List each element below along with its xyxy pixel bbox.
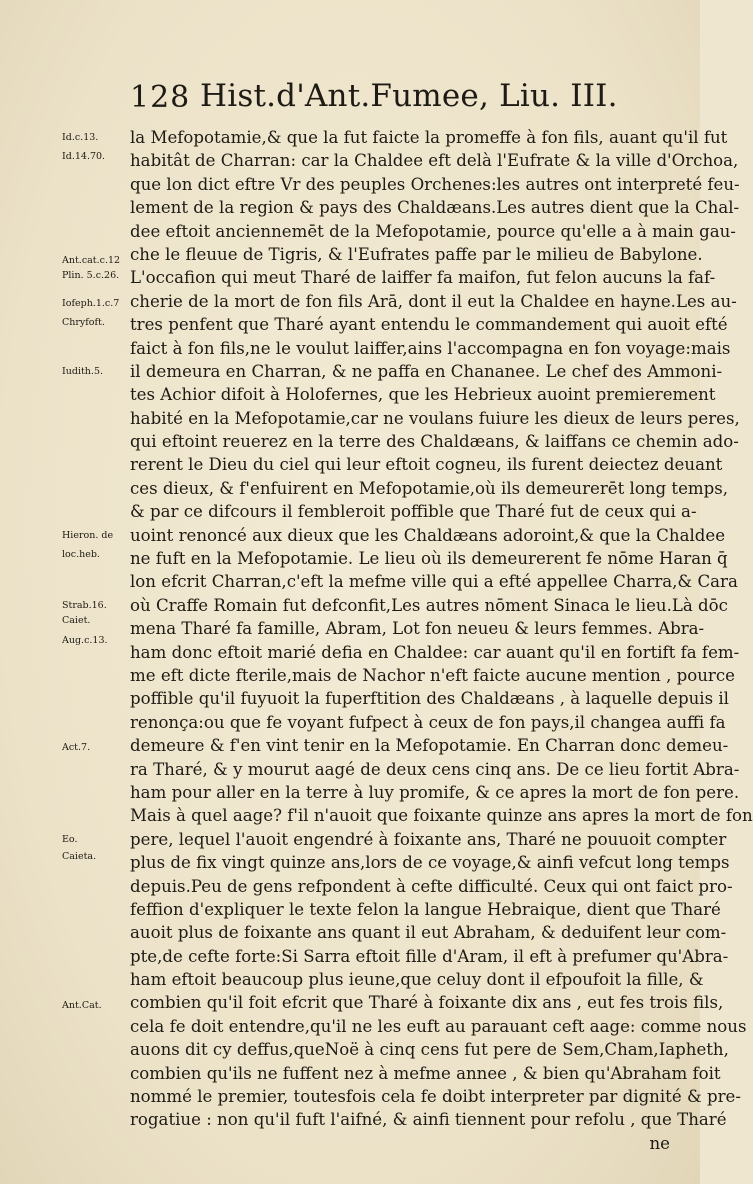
margin-note: Plin. 5.c.26. bbox=[62, 270, 120, 282]
margin-note: Caieta. bbox=[62, 851, 97, 863]
text-line: ham donc eftoit marié defia en Chaldee: car auant qu'il en fortift fa fem- bbox=[130, 642, 740, 662]
text-line: ces dieux, & f'enfuirent en Mefopotamie,où ils demeurerēt long temps, bbox=[130, 478, 729, 498]
text-line: lement de la region & pays des Chaldæans.Les autres dient que la Chal- bbox=[130, 198, 740, 218]
text-line: lon efcrit Charran,c'eft la mefme ville qui a efté appellee Charra,& Cara bbox=[130, 572, 738, 592]
catchword: ne bbox=[649, 1133, 670, 1153]
text-line: che le fleuue de Tigris, & l'Eufrates paffe par le milieu de Babylone. bbox=[130, 244, 703, 264]
text-line: tres penfent que Tharé ayant entendu le commandement qui auoit efté bbox=[130, 315, 728, 335]
text-line: Mais à quel aage? f'il n'auoit que foixante quinze ans apres la mort de fon bbox=[130, 806, 753, 826]
margin-note: Act.7. bbox=[62, 742, 91, 754]
margin-note: loc.heb. bbox=[62, 549, 100, 561]
margin-note: Strab.16. bbox=[62, 600, 107, 611]
text-line: que lon dict eftre Vr des peuples Orchenes:les autres ont interpreté feu- bbox=[130, 174, 740, 194]
body-text bbox=[130, 126, 753, 1155]
text-line: depuis.Peu de gens refpondent à cefte difficulté. Ceux qui ont faict pro- bbox=[130, 876, 733, 896]
text-line: la Mefopotamie,& que la fut faicte la promeffe à fon fils, auant qu'il fut bbox=[130, 128, 728, 147]
text-line: ra Tharé, & y mourut aagé de deux cens cinq ans. De ce lieu fortit Abra- bbox=[130, 759, 740, 779]
text-line: demeure & f'en vint tenir en la Mefopotamie. En Charran donc demeu- bbox=[130, 736, 729, 756]
text-line: il demeura en Charran, & ne paffa en Chananee. Le chef des Ammoni- bbox=[130, 361, 723, 381]
text-line: habité en la Mefopotamie,car ne voulans fuiure les dieux de leurs peres, bbox=[130, 408, 740, 428]
text-line: faict à fon fils,ne le voulut laiffer,ains l'accompagna en fon voyage:mais bbox=[130, 338, 731, 358]
margin-note: Id.14.70. bbox=[62, 151, 106, 163]
text-line: uoint renoncé aux dieux que les Chaldæans adoroint,& que la Chaldee bbox=[130, 525, 726, 545]
text-line: cela fe doit entendre,qu'il ne les euft au parauant ceft aage: comme nous bbox=[130, 1016, 747, 1036]
margin-notes bbox=[0, 0, 126, 1184]
margin-note: Aug.c.13. bbox=[62, 635, 108, 647]
text-line: combien qu'il foit efcrit que Tharé à foixante dix ans , eut fes trois fils, bbox=[130, 993, 724, 1013]
text-line: cherie de la mort de fon fils Arā, dont il eut la Chaldee en hayne.Les au- bbox=[130, 291, 737, 311]
margin-note: Iudith.5. bbox=[62, 366, 104, 377]
running-title: Hist.d'Ant.Fumee, Liu. III. bbox=[200, 78, 618, 114]
text-line: auons dit cy deffus,queNoë à cinq cens fut pere de Sem,Cham,Iapheth, bbox=[130, 1040, 729, 1060]
text-line: L'occafion qui meut Tharé de laiffer fa maifon, fut felon aucuns la faf- bbox=[130, 268, 716, 288]
page-header bbox=[130, 78, 670, 118]
text-line: me eft dicte fterile,mais de Nachor n'eft faicte aucune mention , pource bbox=[130, 665, 735, 685]
text-line: pere, lequel l'auoit engendré à foixante ans, Tharé ne pouuoit compter bbox=[130, 829, 727, 849]
text-line: où Craffe Romain fut defconfit,Les autres nōment Sinaca le lieu.Là dōc bbox=[130, 595, 728, 615]
text-line: poffible qu'il fuyuoit la fuperftition des Chaldæans , à laquelle depuis il bbox=[130, 689, 729, 709]
text-line: nommé le premier, toutesfois cela fe doibt interpreter par dignité & pre- bbox=[130, 1087, 741, 1107]
page-number: 128 bbox=[130, 80, 191, 115]
text-line: ham eftoit beaucoup plus ieune,que celuy dont il efpoufoit la fille, & bbox=[130, 970, 704, 990]
text-line: & par ce difcours il fembleroit poffible que Tharé fut de ceux qui a- bbox=[130, 502, 697, 522]
text-line: ne fuft en la Mefopotamie. Le lieu où ils demeurerent fe nōme Haran q̄ bbox=[130, 549, 728, 569]
text-line: mena Tharé fa famille, Abram, Lot fon neueu & leurs femmes. Abra- bbox=[130, 619, 705, 639]
margin-note: Caiet. bbox=[62, 615, 91, 627]
text-line: auoit plus de foixante ans quant il eut Abraham, & deduifent leur com- bbox=[130, 923, 727, 943]
margin-note: Ant.Cat. bbox=[62, 999, 102, 1011]
margin-note: Iofeph.1.c.7 bbox=[62, 297, 120, 309]
margin-note: Chryfoft. bbox=[62, 317, 105, 329]
text-line: qui eftoint reuerez en la terre des Chaldæans, & laiffans ce chemin ado- bbox=[130, 432, 739, 452]
margin-note: Hieron. de bbox=[62, 529, 114, 541]
text-line: dee eftoit anciennemēt de la Mefopotamie, pource qu'elle a à main gau- bbox=[130, 221, 736, 241]
text-line: plus de fix vingt quinze ans,lors de ce voyage,& ainfi vefcut long temps bbox=[130, 853, 730, 873]
text-line: rogatiue : non qu'il fuft l'aifné, & ainfi tiennent pour refolu , que Tharé bbox=[130, 1110, 727, 1130]
text-line: pte,de cefte forte:Si Sarra eftoit fille d'Aram, il eft à prefumer qu'Abra- bbox=[130, 946, 729, 966]
text-line: habitât de Charran: car la Chaldee eft delà l'Eufrate & la ville d'Orchoa, bbox=[130, 151, 739, 171]
text-line: tes Achior difoit à Holofernes, que les Hebrieux auoint premierement bbox=[130, 385, 716, 405]
text-line: rerent le Dieu du ciel qui leur eftoit cogneu, ils furent deiectez deuant bbox=[130, 455, 723, 475]
text-line: combien qu'ils ne fuffent nez à mefme annee , & bien qu'Abraham foit bbox=[130, 1063, 721, 1083]
margin-note: Id.c.13. bbox=[62, 132, 99, 143]
margin-note: Ant.cat.c.12 bbox=[62, 255, 121, 266]
text-line: ham pour aller en la terre à luy promife, & ce apres la mort de fon pere. bbox=[130, 782, 740, 802]
margin-note: Eo. bbox=[62, 834, 78, 845]
text-line: feffion d'expliquer le texte felon la langue Hebraique, dient que Tharé bbox=[130, 899, 721, 919]
text-line: renonça:ou que fe voyant fufpect à ceux de fon pays,il changea auffi fa bbox=[130, 712, 726, 732]
